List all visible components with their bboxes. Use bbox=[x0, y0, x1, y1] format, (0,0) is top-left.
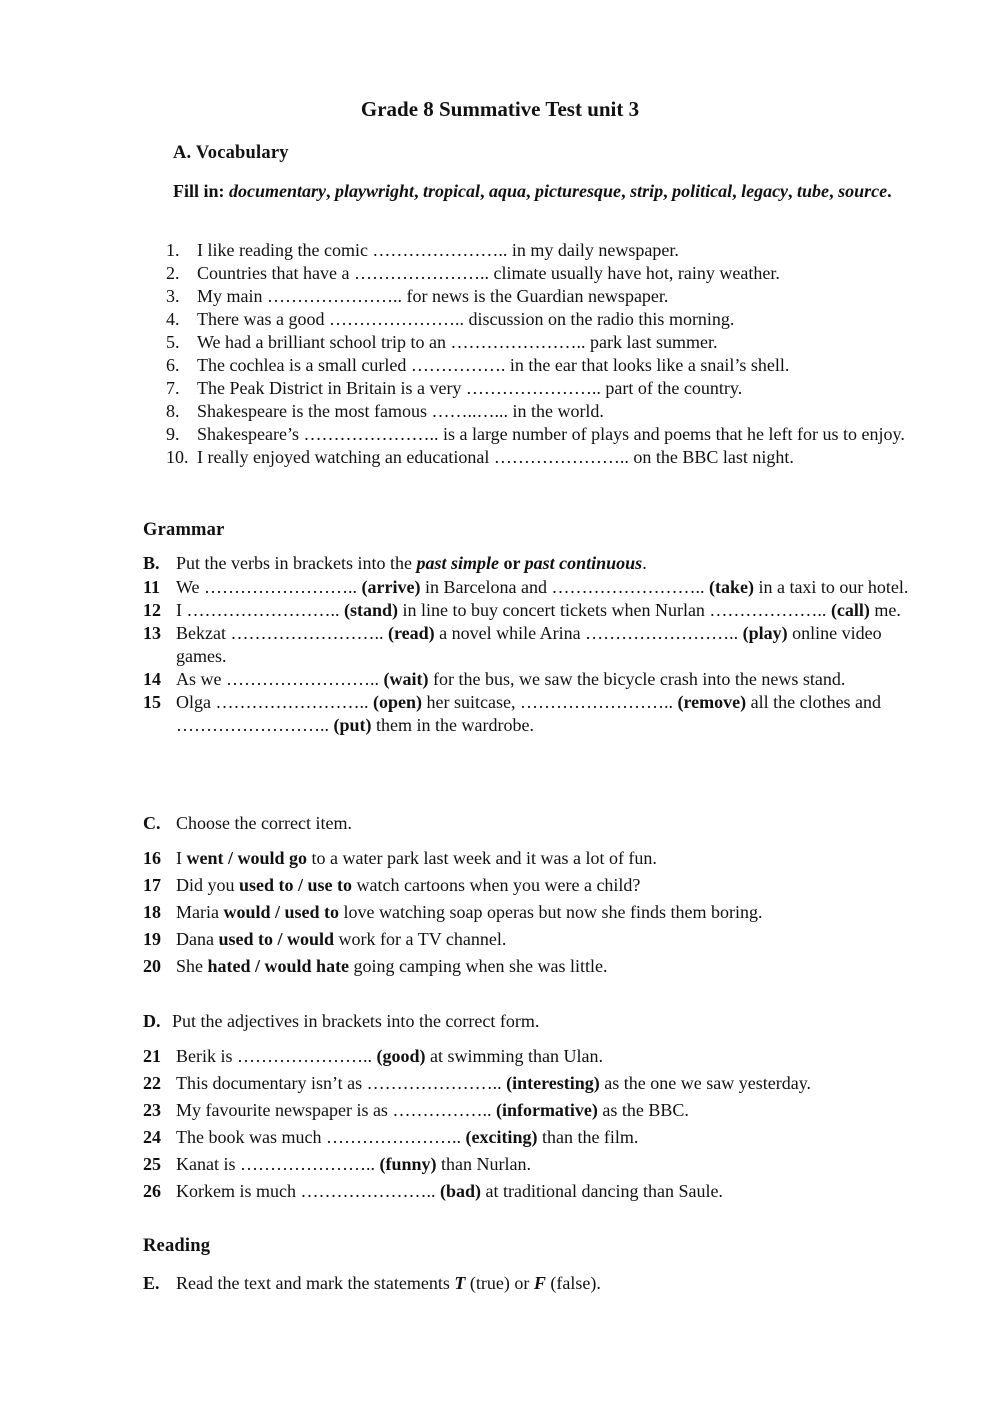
adjective-question bbox=[143, 1099, 928, 1122]
question-keyword: / bbox=[250, 956, 265, 976]
question-keyword: / bbox=[270, 902, 285, 922]
question-keyword: / bbox=[223, 848, 238, 868]
question-text: for the bus, we saw the bicycle crash into the news stand. bbox=[428, 669, 846, 689]
question-keyword: used to bbox=[284, 902, 340, 922]
choice-question bbox=[143, 901, 928, 924]
question-text: than the film. bbox=[537, 1127, 639, 1147]
question-keyword: would go bbox=[237, 848, 308, 868]
adjective-question bbox=[143, 1180, 928, 1203]
item-number: 3. bbox=[166, 286, 180, 306]
section-b-questions bbox=[143, 576, 928, 737]
vocabulary-heading: A. Vocabulary bbox=[173, 143, 289, 163]
question-number: 24 bbox=[143, 1127, 161, 1147]
word-bank-word: documentary bbox=[229, 181, 327, 201]
question-text: Bekzat …………………….. bbox=[176, 623, 388, 643]
section-d-label: D. bbox=[143, 1011, 161, 1031]
adjective-question bbox=[143, 1126, 928, 1149]
question-text: Dana bbox=[176, 929, 219, 949]
question-text: as the one we saw yesterday. bbox=[599, 1073, 812, 1093]
item-text: There was a good ………………….. discussion on the radio this morning. bbox=[197, 309, 735, 329]
question-keyword: went bbox=[186, 848, 224, 868]
question-text: her suitcase, …………………….. bbox=[422, 692, 678, 712]
item-number: 1. bbox=[166, 240, 180, 260]
vocab-item bbox=[166, 239, 926, 262]
question-number: 18 bbox=[143, 902, 161, 922]
question-keyword: (open) bbox=[373, 692, 422, 712]
word-bank-word: picturesque bbox=[535, 181, 622, 201]
vocab-item bbox=[166, 446, 926, 469]
question-number: 23 bbox=[143, 1100, 161, 1120]
vocab-item bbox=[166, 262, 926, 285]
item-number: 5. bbox=[166, 332, 180, 352]
grammar-question bbox=[143, 599, 928, 622]
section-e-instruction: E. Read the text and mark the statements T (true) or F (false). bbox=[143, 1273, 601, 1293]
question-keyword: (stand) bbox=[344, 600, 399, 620]
word-bank-separator: , bbox=[526, 181, 536, 201]
word-bank-word: aqua bbox=[489, 181, 527, 201]
item-number: 6. bbox=[166, 355, 180, 375]
question-text: online video games. bbox=[176, 623, 882, 666]
question-text: Olga …………………….. bbox=[176, 692, 373, 712]
question-text: a novel while Arina …………………….. bbox=[434, 623, 743, 643]
question-text: The book was much ………………….. bbox=[176, 1127, 466, 1147]
question-text: As we …………………….. bbox=[176, 669, 384, 689]
question-keyword: (interesting) bbox=[506, 1073, 600, 1093]
question-text: me. bbox=[869, 600, 901, 620]
choice-question bbox=[143, 955, 928, 978]
question-keyword: (bad) bbox=[439, 1181, 481, 1201]
section-d-instruction: D. Put the adjectives in brackets into the correct form. bbox=[143, 1011, 540, 1031]
grammar-question bbox=[143, 691, 928, 737]
section-e-label: E. bbox=[143, 1273, 160, 1293]
item-text: My main ………………….. for news is the Guardian newspaper. bbox=[197, 286, 669, 306]
question-keyword: (play) bbox=[742, 623, 788, 643]
question-text: as the BBC. bbox=[597, 1100, 689, 1120]
word-bank-word: tropical bbox=[423, 181, 481, 201]
item-number: 8. bbox=[166, 401, 180, 421]
question-keyword: (informative) bbox=[495, 1100, 598, 1120]
word-bank-separator: , bbox=[663, 181, 673, 201]
question-keyword: use to bbox=[307, 875, 353, 895]
question-text: work for a TV channel. bbox=[334, 929, 507, 949]
question-text: I …………………….. bbox=[176, 600, 344, 620]
question-keyword: / bbox=[293, 875, 308, 895]
word-bank-word: playwright bbox=[335, 181, 415, 201]
word-bank-word: legacy bbox=[741, 181, 789, 201]
fill-in-label: Fill in: bbox=[173, 181, 225, 201]
section-d-questions bbox=[143, 1045, 928, 1207]
vocab-item bbox=[166, 331, 926, 354]
word-bank-words bbox=[229, 181, 892, 201]
item-number: 7. bbox=[166, 378, 180, 398]
item-number: 2. bbox=[166, 263, 180, 283]
question-keyword: (read) bbox=[387, 623, 435, 643]
question-number: 12 bbox=[143, 600, 161, 620]
question-keyword: would bbox=[223, 902, 271, 922]
question-keyword: (remove) bbox=[677, 692, 747, 712]
question-text: I bbox=[176, 848, 187, 868]
question-keyword: (good) bbox=[376, 1046, 426, 1066]
question-keyword: (wait) bbox=[383, 669, 429, 689]
word-bank-word: tube bbox=[797, 181, 830, 201]
choice-question bbox=[143, 928, 928, 951]
question-keyword: used to bbox=[239, 875, 294, 895]
question-text: Maria bbox=[176, 902, 224, 922]
question-text: She bbox=[176, 956, 208, 976]
question-number: 25 bbox=[143, 1154, 161, 1174]
question-text: than Nurlan. bbox=[436, 1154, 531, 1174]
item-number: 10. bbox=[166, 447, 189, 467]
grammar-question bbox=[143, 668, 928, 691]
grammar-question bbox=[143, 622, 928, 668]
question-keyword: would hate bbox=[264, 956, 350, 976]
question-text: in a taxi to our hotel. bbox=[753, 577, 909, 597]
question-text: This documentary isn’t as ………………….. bbox=[176, 1073, 507, 1093]
question-number: 22 bbox=[143, 1073, 161, 1093]
vocab-item bbox=[166, 308, 926, 331]
question-number: 16 bbox=[143, 848, 161, 868]
word-bank-separator: , bbox=[621, 181, 631, 201]
word-bank-separator: . bbox=[887, 181, 892, 201]
word-bank-word: source bbox=[838, 181, 888, 201]
question-number: 13 bbox=[143, 623, 161, 643]
question-number: 15 bbox=[143, 692, 161, 712]
question-text: them in the wardrobe. bbox=[371, 715, 534, 735]
question-keyword: (take) bbox=[708, 577, 754, 597]
section-c-label: C. bbox=[143, 813, 161, 833]
section-c-instruction: C. Choose the correct item. bbox=[143, 813, 352, 833]
question-text: all the clothes and …………………….. bbox=[176, 692, 882, 735]
vocab-item bbox=[166, 400, 926, 423]
adjective-question bbox=[143, 1072, 928, 1095]
question-text: Berik is ………………….. bbox=[176, 1046, 377, 1066]
question-keyword: (funny) bbox=[379, 1154, 437, 1174]
reading-heading: Reading bbox=[143, 1236, 211, 1256]
word-bank-separator: , bbox=[732, 181, 742, 201]
item-text: I really enjoyed watching an educational ………………….. on the BBC last night. bbox=[197, 447, 794, 467]
question-number: 19 bbox=[143, 929, 161, 949]
question-keyword: (call) bbox=[830, 600, 870, 620]
question-keyword: hated bbox=[207, 956, 251, 976]
item-number: 4. bbox=[166, 309, 180, 329]
choice-question bbox=[143, 847, 928, 870]
grammar-question bbox=[143, 576, 928, 599]
page-title: Grade 8 Summative Test unit 3 bbox=[360, 97, 640, 121]
question-text: Did you bbox=[176, 875, 239, 895]
question-text: Kanat is ………………….. bbox=[176, 1154, 380, 1174]
past-simple-term: past simple bbox=[416, 553, 499, 573]
question-keyword: (put) bbox=[333, 715, 372, 735]
word-bank-word: political bbox=[672, 181, 733, 201]
question-text: in line to buy concert tickets when Nurlan ……………….. bbox=[398, 600, 831, 620]
item-text: We had a brilliant school trip to an ………………….. park last summer. bbox=[197, 332, 718, 352]
choice-question bbox=[143, 874, 928, 897]
section-b-instruction: B. Put the verbs in brackets into the past simple or past continuous. bbox=[143, 553, 647, 573]
question-number: 14 bbox=[143, 669, 161, 689]
question-number: 26 bbox=[143, 1181, 161, 1201]
item-text: The cochlea is a small curled ……………. in the ear that looks like a snail’s shell. bbox=[197, 355, 790, 375]
word-bank-separator: , bbox=[788, 181, 798, 201]
word-bank-separator: , bbox=[414, 181, 424, 201]
question-keyword: (exciting) bbox=[465, 1127, 538, 1147]
item-number: 9. bbox=[166, 424, 180, 444]
question-keyword: would bbox=[287, 929, 335, 949]
word-bank-word: strip bbox=[630, 181, 664, 201]
vocab-item bbox=[166, 377, 926, 400]
grammar-heading: Grammar bbox=[143, 520, 225, 540]
question-keyword: / bbox=[273, 929, 288, 949]
question-text: in Barcelona and …………………….. bbox=[420, 577, 709, 597]
question-text: love watching soap operas but now she finds them boring. bbox=[339, 902, 763, 922]
item-text: Countries that have a ………………….. climate usually have hot, rainy weather. bbox=[197, 263, 780, 283]
vocab-item bbox=[166, 423, 926, 446]
vocabulary-list bbox=[166, 239, 926, 469]
question-text: at traditional dancing than Saule. bbox=[481, 1181, 723, 1201]
item-text: I like reading the comic ………………….. in my daily newspaper. bbox=[197, 240, 679, 260]
question-keyword: used to bbox=[218, 929, 273, 949]
question-text: We …………………….. bbox=[176, 577, 362, 597]
item-text: Shakespeare is the most famous ……..…... in the world. bbox=[197, 401, 604, 421]
section-c-questions bbox=[143, 847, 928, 982]
question-number: 11 bbox=[143, 577, 161, 597]
question-number: 17 bbox=[143, 875, 161, 895]
question-number: 21 bbox=[143, 1046, 161, 1066]
vocab-item bbox=[166, 285, 926, 308]
section-b-label: B. bbox=[143, 553, 160, 573]
question-keyword: (arrive) bbox=[361, 577, 421, 597]
question-text: watch cartoons when you were a child? bbox=[352, 875, 641, 895]
question-text: Korkem is much ………………….. bbox=[176, 1181, 440, 1201]
item-text: The Peak District in Britain is a very ………………….. part of the country. bbox=[197, 378, 743, 398]
vocab-item bbox=[166, 354, 926, 377]
question-text: to a water park last week and it was a lot of fun. bbox=[307, 848, 657, 868]
adjective-question bbox=[143, 1153, 928, 1176]
word-bank-separator: , bbox=[829, 181, 839, 201]
word-bank-separator: , bbox=[480, 181, 490, 201]
item-text: Shakespeare’s ………………….. is a large number of plays and poems that he left for us to enjoy. bbox=[197, 424, 905, 444]
adjective-question bbox=[143, 1045, 928, 1068]
question-number: 20 bbox=[143, 956, 161, 976]
question-text: going camping when she was little. bbox=[349, 956, 608, 976]
word-bank-separator: , bbox=[326, 181, 336, 201]
question-text: My favourite newspaper is as …………….. bbox=[176, 1100, 496, 1120]
question-text: at swimming than Ulan. bbox=[425, 1046, 603, 1066]
past-continuous-term: past continuous bbox=[524, 553, 643, 573]
word-bank bbox=[173, 178, 928, 205]
